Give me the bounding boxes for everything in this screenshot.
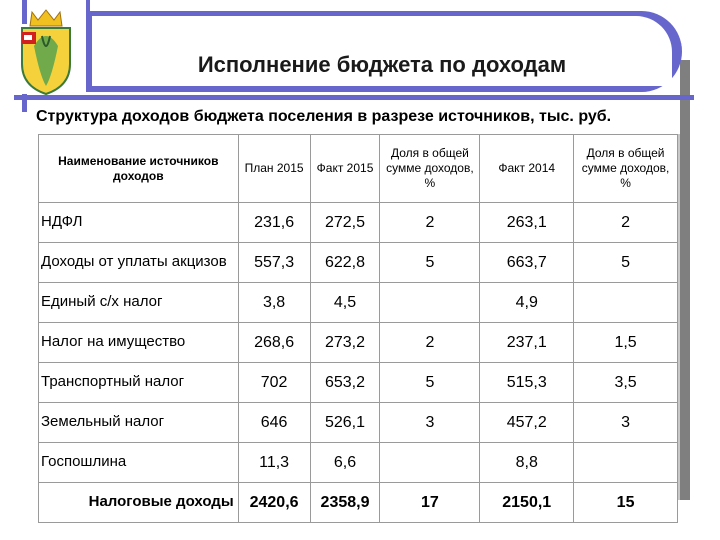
- column-header: Доля в общей сумме доходов, %: [574, 135, 678, 203]
- total-share-2014: 15: [574, 483, 678, 523]
- table-header-row: [39, 135, 678, 203]
- column-header: План 2015: [238, 135, 310, 203]
- cell-share-2015: 2: [380, 203, 480, 243]
- table-total-row: [39, 483, 678, 523]
- cell-fact-2014: 4,9: [480, 283, 574, 323]
- cell-fact-2015: 272,5: [310, 203, 380, 243]
- cell-share-2015: 5: [380, 243, 480, 283]
- header-rule: [14, 95, 694, 100]
- row-name: Транспортный налог: [39, 363, 239, 403]
- header-bar: [86, 11, 682, 92]
- column-header: Факт 2014: [480, 135, 574, 203]
- cell-plan-2015: 557,3: [238, 243, 310, 283]
- decor-line: [86, 0, 90, 92]
- cell-share-2014: [574, 283, 678, 323]
- cell-plan-2015: 231,6: [238, 203, 310, 243]
- cell-share-2015: 3: [380, 403, 480, 443]
- cell-share-2014: 3,5: [574, 363, 678, 403]
- coat-of-arms-icon: [14, 6, 78, 98]
- cell-share-2015: 2: [380, 323, 480, 363]
- cell-plan-2015: 3,8: [238, 283, 310, 323]
- cell-share-2015: 5: [380, 363, 480, 403]
- row-name: Земельный налог: [39, 403, 239, 443]
- total-plan-2015: 2420,6: [238, 483, 310, 523]
- table-row: [39, 243, 678, 283]
- row-name: Единый с/х налог: [39, 283, 239, 323]
- total-fact-2014: 2150,1: [480, 483, 574, 523]
- column-header: Факт 2015: [310, 135, 380, 203]
- cell-fact-2015: 273,2: [310, 323, 380, 363]
- cell-share-2014: 1,5: [574, 323, 678, 363]
- cell-fact-2015: 526,1: [310, 403, 380, 443]
- cell-fact-2015: 4,5: [310, 283, 380, 323]
- table-row: [39, 203, 678, 243]
- revenue-table: [38, 134, 678, 523]
- row-name: Доходы от уплаты акцизов: [39, 243, 239, 283]
- page-title: Исполнение бюджета по доходам: [197, 52, 567, 77]
- cell-plan-2015: 11,3: [238, 443, 310, 483]
- cell-fact-2015: 6,6: [310, 443, 380, 483]
- table-row: [39, 403, 678, 443]
- cell-share-2014: 2: [574, 203, 678, 243]
- cell-fact-2014: 8,8: [480, 443, 574, 483]
- table-row: [39, 443, 678, 483]
- row-name: Госпошлина: [39, 443, 239, 483]
- cell-plan-2015: 702: [238, 363, 310, 403]
- cell-fact-2014: 263,1: [480, 203, 574, 243]
- row-name: Налог на имущество: [39, 323, 239, 363]
- cell-fact-2014: 663,7: [480, 243, 574, 283]
- column-header: Доля в общей сумме доходов, %: [380, 135, 480, 203]
- cell-fact-2014: 515,3: [480, 363, 574, 403]
- table-container: [38, 134, 680, 511]
- cell-fact-2014: 457,2: [480, 403, 574, 443]
- cell-share-2014: 5: [574, 243, 678, 283]
- total-fact-2015: 2358,9: [310, 483, 380, 523]
- column-header: Наименование источников доходов: [39, 135, 239, 203]
- cell-plan-2015: 268,6: [238, 323, 310, 363]
- cell-share-2015: [380, 443, 480, 483]
- table-caption: Структура доходов бюджета поселения в разрезе источников, тыс. руб.: [36, 108, 612, 125]
- cell-fact-2014: 237,1: [480, 323, 574, 363]
- cell-fact-2015: 622,8: [310, 243, 380, 283]
- total-name: Налоговые доходы: [39, 483, 239, 523]
- total-share-2015: 17: [380, 483, 480, 523]
- cell-fact-2015: 653,2: [310, 363, 380, 403]
- row-name: НДФЛ: [39, 203, 239, 243]
- table-row: [39, 323, 678, 363]
- frame-edge: [680, 60, 690, 500]
- cell-plan-2015: 646: [238, 403, 310, 443]
- table-row: [39, 363, 678, 403]
- table-row: [39, 283, 678, 323]
- cell-share-2014: 3: [574, 403, 678, 443]
- cell-share-2015: [380, 283, 480, 323]
- header-panel: [92, 16, 672, 86]
- cell-share-2014: [574, 443, 678, 483]
